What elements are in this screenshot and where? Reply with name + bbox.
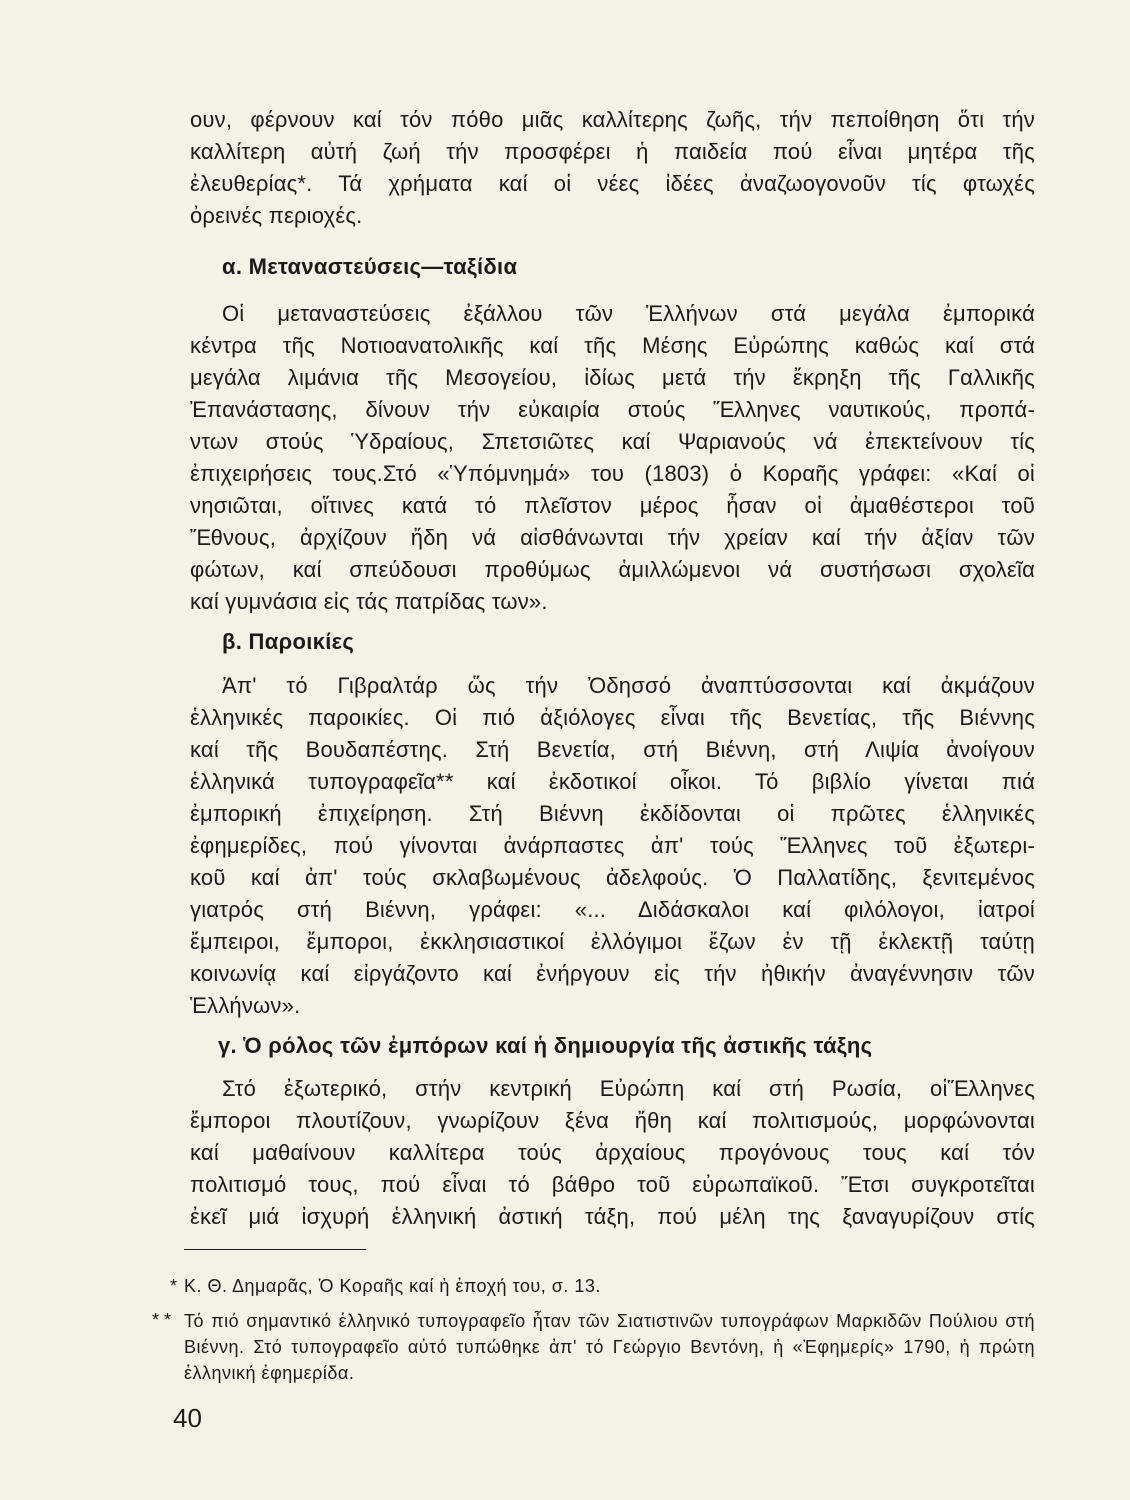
text-line: νησιῶται, οἵτινες κατά τό πλεῖστον μέρος ἦσαν οἱ ἀμαθέστεροι τοῦ	[190, 493, 1035, 518]
text-line: φώτων, καί σπεύδουσι προθύμως ἁμιλλώμενοι νά συστήσωσι σχολεῖα	[190, 557, 1035, 582]
text-line: ὀρεινές περιοχές.	[190, 203, 363, 228]
text-line: γιατρός στή Βιέννη, γράφει: «... Διδάσκαλοι καί φιλόλογοι, ἰατροί	[190, 897, 1035, 922]
text-line: Ἔθνους, ἀρχίζουν ἤδη νά αἰσθάνωνται τήν χρείαν καί τήν ἀξίαν τῶν	[190, 525, 1035, 550]
text-line: ἐπιχειρήσεις τους.Στό «Ὑπόμνημά» του (1803) ὁ Κοραῆς γράφει: «Καί οἱ	[190, 461, 1035, 486]
text-line: Οἱ μεταναστεύσεις ἐξάλλου τῶν Ἑλλήνων στά μεγάλα ἐμπορικά	[222, 301, 1035, 326]
text-line: Στό ἐξωτερικό, στήν κεντρική Εὐρώπη καί στή Ρωσία, οἱἝλληνες	[222, 1076, 1035, 1101]
text-line: ἐφημερίδες, πού γίνονται ἀνάρπαστες ἀπ' τούς Ἕλληνες τοῦ ἐξωτερι-	[190, 833, 1035, 858]
footnote-mark: *	[170, 1276, 178, 1296]
footnote-2: Τό πιό σημαντικό ἑλληνικό τυπογραφεῖο ἦταν τῶν Σιατιστινῶν τυπογράφων Μαρκιδῶν Πούλιου στή Βιέννη. Στό τυπογραφεῖο αὐτό τυπώθηκε ἀπ' τό Γεώργιο Βεντόνη, ἡ «Ἐφημερίς» 1790, ἡ πρώτη ἑλληνική ἐφημερίδα.	[184, 1311, 1035, 1383]
section-c-paragraph	[190, 1073, 1035, 1233]
text-line: καί τῆς Βουδαπέστης. Στή Βενετία, στή Βιέννη, στή Λιψία ἀνοίγουν	[190, 737, 1035, 762]
page-number: 40	[173, 1403, 202, 1433]
section-a-paragraph	[190, 298, 1035, 618]
text-line: κέντρα τῆς Νοτιοανατολικῆς καί τῆς Μέσης Εὐρώπης καθώς καί στά	[190, 333, 1035, 358]
footnote-divider	[184, 1249, 366, 1250]
text-line: ἔμποροι πλουτίζουν, γνωρίζουν ξένα ἤθη καί πολιτισμούς, μορφώνονται	[190, 1108, 1035, 1133]
text-line: ντων στούς Ὑδραίους, Σπετσιῶτες καί Ψαριανούς νά ἐπεκτείνουν τίς	[190, 429, 1035, 454]
section-heading-c: γ. Ὁ ρόλος τῶν ἐμπόρων καί ἡ δημιουργία τῆς ἀστικῆς τάξης	[218, 1033, 873, 1058]
text-line: ἐμπορική ἐπιχείρηση. Στή Βιέννη ἐκδίδονται οἱ πρῶτες ἑλληνικές	[190, 801, 1035, 826]
text-line: ἔμπειροι, ἔμποροι, ἐκκλησιαστικοί ἐλλόγιμοι ἔζων ἐν τῇ ἐκλεκτῇ ταύτῃ	[190, 929, 1035, 954]
section-heading-a: α. Μεταναστεύσεις—ταξίδια	[222, 254, 518, 279]
text-line: πολιτισμό τους, πού εἶναι τό βάθρο τοῦ εὐρωπαϊκοῦ. Ἔτσι συγκροτεῖται	[190, 1172, 1035, 1197]
text-line: ἐλευθερίας*. Τά χρήματα καί οἱ νέες ἰδέες ἀναζωογονοῦν τίς φτωχές	[190, 171, 1035, 196]
text-line: Ἑλλήνων».	[190, 993, 301, 1018]
text-line: καί μαθαίνουν καλλίτερα τούς ἀρχαίους προγόνους τους καί τόν	[190, 1140, 1035, 1165]
text-line: ουν, φέρνουν καί τόν πόθο μιᾶς καλλίτερης ζωῆς, τήν πεποίθηση ὅτι τήν	[190, 107, 1035, 132]
text-line: Ἀπ' τό Γιβραλτάρ ὥς τήν Ὀδησσό ἀναπτύσσονται καί ἀκμάζουν	[222, 673, 1035, 698]
text-line: κοινωνίᾳ καί εἰργάζοντο καί ἐνήργουν εἰς τήν ἠθικήν ἀναγέννησιν τῶν	[190, 961, 1035, 986]
text-line: ἑλληνικές παροικίες. Οἱ πιό ἀξιόλογες εἶναι τῆς Βενετίας, τῆς Βιέννης	[190, 705, 1035, 730]
text-line: κοῦ καί ἀπ' τούς σκλαβωμένους ἀδελφούς. Ὁ Παλλατίδης, ξενιτεμένος	[190, 865, 1035, 890]
footnote-1: Κ. Θ. Δημαρᾶς, Ὁ Κοραῆς καί ἡ ἐποχή του, σ. 13.	[184, 1276, 601, 1296]
footnote-mark: * *	[152, 1310, 172, 1330]
section-b-paragraph	[190, 670, 1035, 1022]
section-heading-b: β. Παροικίες	[222, 629, 355, 654]
text-line: καί γυμνάσια εἰς τάς πατρίδας των».	[190, 589, 548, 614]
text-line: μεγάλα λιμάνια τῆς Μεσογείου, ἰδίως μετά τήν ἔκρηξη τῆς Γαλλικῆς	[190, 365, 1035, 390]
text-line: ἐκεῖ μιά ἰσχυρή ἑλληνική ἀστική τάξη, πού μέλη της ξαναγυρίζουν στίς	[190, 1204, 1035, 1229]
intro-paragraph	[190, 104, 1035, 232]
text-line: Ἐπανάστασης, δίνουν τήν εὐκαιρία στούς Ἕλληνες ναυτικούς, προπά-	[190, 397, 1035, 422]
text-line: ἑλληνικά τυπογραφεῖα** καί ἐκδοτικοί οἶκοι. Τό βιβλίο γίνεται πιά	[190, 769, 1035, 794]
text-line: καλλίτερη αὐτή ζωή τήν προσφέρει ἡ παιδεία πού εἶναι μητέρα τῆς	[190, 139, 1035, 164]
